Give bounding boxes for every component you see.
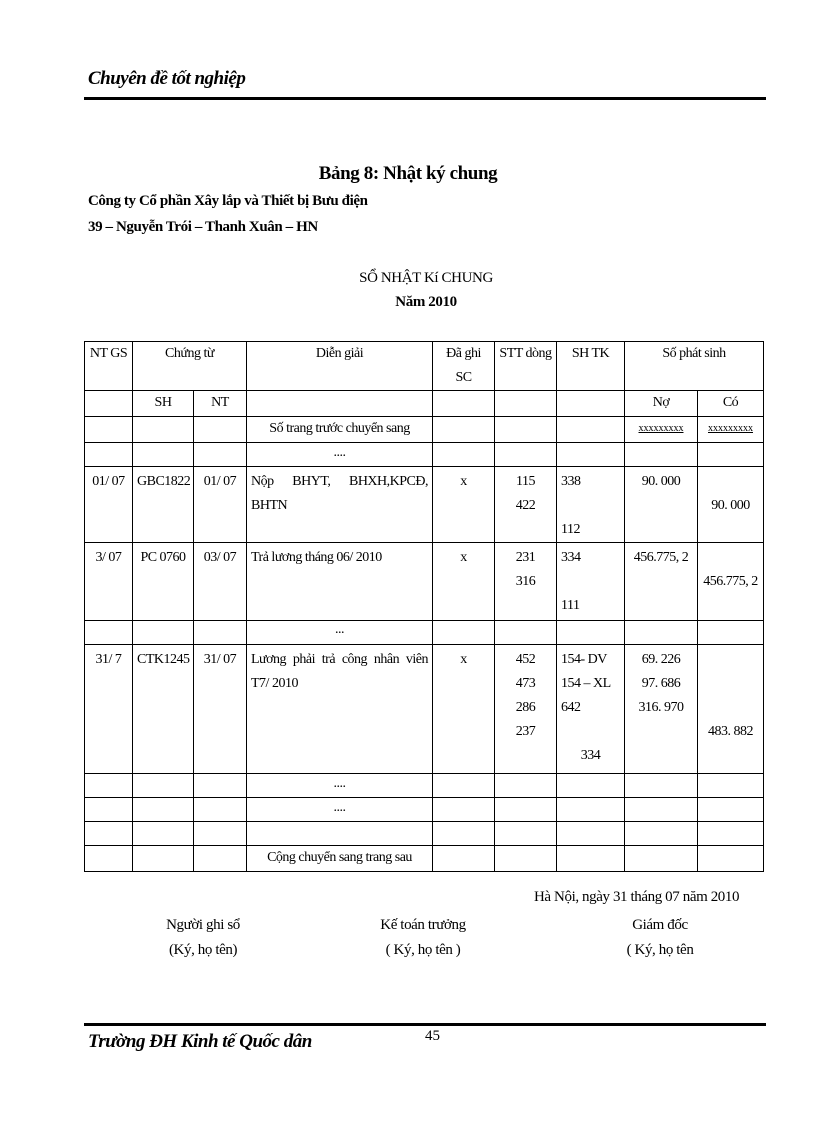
ellipsis-text: .... <box>247 798 433 822</box>
ellipsis-row-4 <box>85 798 764 822</box>
company-address: 39 – Nguyễn Trói – Thanh Xuân – HN <box>88 219 318 235</box>
header-row-1 <box>85 342 764 391</box>
col-dien-giai: Diễn giải <box>247 342 433 391</box>
col-da-ghi-sc: Đã ghi SC <box>433 342 495 391</box>
ellipsis-text: .... <box>247 443 433 467</box>
ellipsis-row-1 <box>85 443 764 467</box>
table-row: 31/ 7 CTK1245 31/ 07 Lương phải trả công nhân viên T7/ 2010 x 452 473 286 237 154- DV 154 – XL 642 334 69. 226 97. 686 316. 970 483. 882 <box>85 645 764 774</box>
table-row: 3/ 07 PC 0760 03/ 07 Trả lương tháng 06/ 2010 x 231 316 334 111 456.775, 2 456.775, 2 <box>85 543 764 621</box>
col-sh-tk: SH TK <box>557 342 625 391</box>
carry-out-row <box>85 846 764 872</box>
book-year: Năm 2010 <box>395 294 457 310</box>
ellipsis-row-2 <box>85 621 764 645</box>
signature-date: Hà Nội, ngày 31 tháng 07 năm 2010 <box>534 889 740 905</box>
col-no: Nợ <box>625 391 698 417</box>
col-so-phat-sinh: Số phát sinh <box>625 342 764 391</box>
book-title: SỔ NHẬT Kí CHUNG <box>359 270 493 286</box>
header-title: Chuyên đề tốt nghiệp <box>88 68 246 89</box>
signature-director: Giám đốc ( Ký, họ tên <box>626 917 694 958</box>
carry-in-row <box>85 417 764 443</box>
table-title: Bảng 8: Nhật ký chung <box>318 163 498 184</box>
col-chung-tu: Chứng từ <box>133 342 247 391</box>
ellipsis-text: ... <box>247 621 433 645</box>
carry-in-no: xxxxxxxxx <box>625 417 698 443</box>
header-row-2 <box>85 391 764 417</box>
ellipsis-text: .... <box>247 774 433 798</box>
col-nt: NT <box>194 391 247 417</box>
col-nt-gs: NT GS <box>85 342 133 391</box>
journal-table <box>84 341 764 872</box>
company-name: Công ty Cổ phần Xây lắp và Thiết bị Bưu điện <box>88 193 368 209</box>
footer-rule <box>84 1023 766 1026</box>
header-rule <box>84 97 766 100</box>
col-stt-dong: STT dòng <box>495 342 557 391</box>
col-co: Có <box>698 391 764 417</box>
signature-chief-accountant: Kế toán trưởng ( Ký, họ tên ) <box>380 917 466 958</box>
table-row: 01/ 07 GBC1822 01/ 07 Nộp BHYT, BHXH,KPCĐ, BHTN x 115 422 338 112 90. 000 90. 000 <box>85 467 764 543</box>
carry-out-label: Cộng chuyển sang trang sau <box>247 846 433 872</box>
signature-recorder: Người ghi sổ (Ký, họ tên) <box>166 917 240 958</box>
carry-in-label: Số trang trước chuyển sang <box>247 417 433 443</box>
ellipsis-row-3 <box>85 774 764 798</box>
empty-row <box>85 822 764 846</box>
carry-in-co: xxxxxxxxx <box>698 417 764 443</box>
col-sh: SH <box>133 391 194 417</box>
page-number: 45 <box>425 1028 440 1044</box>
footer-school: Trường ĐH Kinh tế Quốc dân <box>88 1031 312 1052</box>
